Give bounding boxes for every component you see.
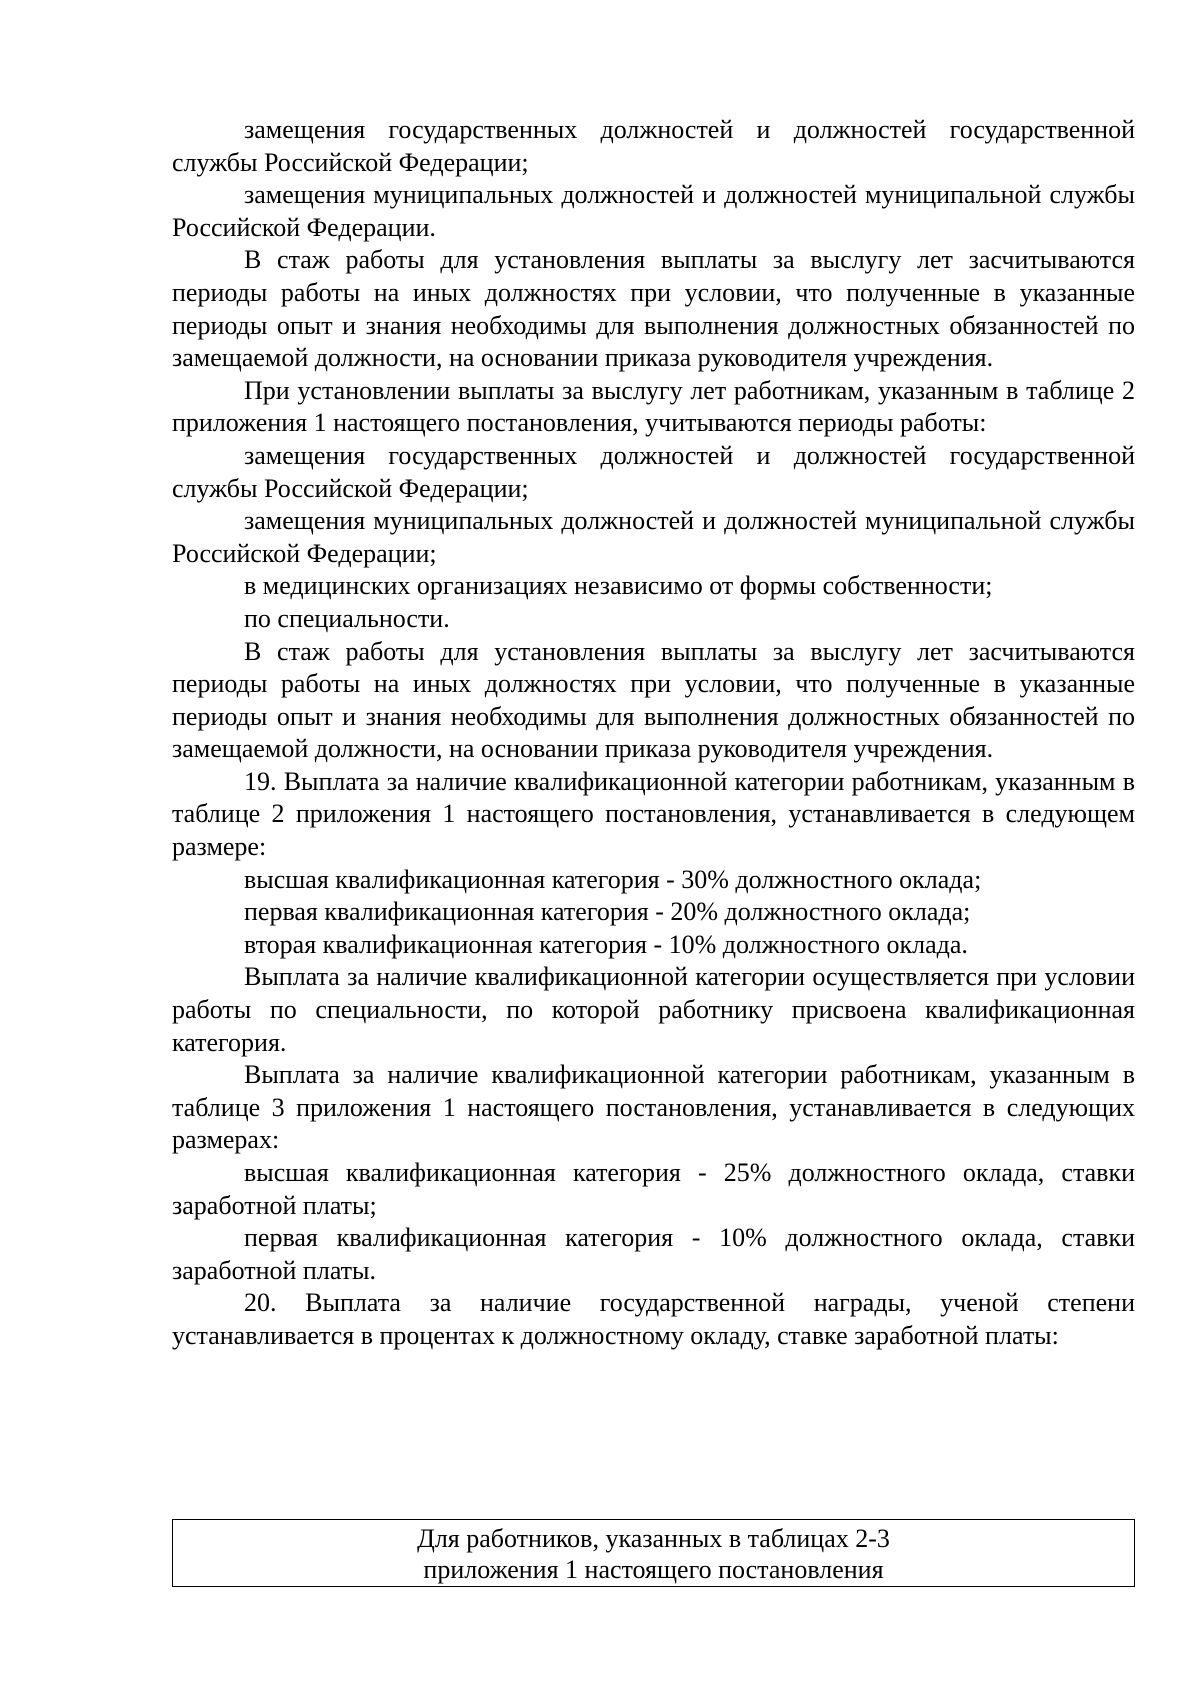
paragraph-state-service: замещения государственных должностей и должностей государственной службы Российской Федерации; (172, 115, 1135, 177)
paragraph-item-19: 19. Выплата за наличие квалификационной категории работникам, указанным в таблице 2 приложения 1 настоящего постановления, устанавливается в следующем размере: (172, 766, 1135, 862)
paragraph-state-service-2: замещения государственных должностей и должностей государственной службы Российской Федерации; (172, 440, 1135, 503)
paragraph-first-category-20: первая квалификационная категория - 20% должностного оклада; (244, 897, 971, 927)
document-body (172, 114, 1135, 1353)
paragraph-highest-category-30: высшая квалификационная категория - 30% должностного оклада; (244, 864, 982, 894)
paragraph-table3-category: Выплата за наличие квалификационной категории работникам, указанным в таблице 3 приложения 1 настоящего постановления, устанавливается в следующих размерах: (172, 1060, 1135, 1155)
table-header-line2: приложения 1 настоящего постановления (423, 1555, 884, 1584)
paragraph-municipal-service: замещения муниципальных должностей и должностей муниципальной службы Российской Федерации. (172, 180, 1135, 242)
paragraph-specialty: по специальности. (244, 603, 450, 633)
table-header-cell (172, 1519, 1135, 1587)
paragraph-first-category-10: первая квалификационная категория - 10% должностного оклада, ставки заработной платы. (172, 1223, 1135, 1285)
paragraph-second-category-10: вторая квалификационная категория - 10% должностного оклада. (244, 929, 968, 959)
paragraph-medical-orgs: в медицинских организациях независимо от формы собственности; (244, 571, 993, 601)
paragraph-highest-category-25: высшая квалификационная категория - 25% должностного оклада, ставки заработной платы; (172, 1158, 1135, 1220)
paragraph-municipal-service-2: замещения муниципальных должностей и должностей муниципальной службы Российской Федерации; (172, 506, 1135, 568)
paragraph-other-positions: В стаж работы для установления выплаты за выслугу лет засчитываются периоды работы на иных должностях при условии, что полученные в указанные периоды опыт и знания необходимы для выполнения должностных обязанностей по замещаемой должности, на основании приказа руководителя учреждения. (172, 245, 1135, 373)
paragraph-table2-periods: При установлении выплаты за выслугу лет работникам, указанным в таблице 2 приложения 1 настоящего постановления, учитываются периоды работы: (172, 375, 1135, 438)
paragraph-other-positions-2: В стаж работы для установления выплаты за выслугу лет засчитываются периоды работы на иных должностях при условии, что полученные в указанные периоды опыт и знания необходимы для выполнения должностных обязанностей по замещаемой должности, на основании приказа руководителя учреждения. (172, 636, 1135, 764)
paragraph-category-condition: Выплата за наличие квалификационной категории осуществляется при условии работы по специальности, по которой работнику присвоена квалификационная категория. (172, 962, 1135, 1057)
paragraph-item-20: 20. Выплата за наличие государственной награды, ученой степени устанавливается в процентах к должностному окладу, ставке заработной платы: (172, 1288, 1135, 1350)
table-header-line1: Для работников, указанных в таблицах 2-3 (417, 1524, 890, 1553)
